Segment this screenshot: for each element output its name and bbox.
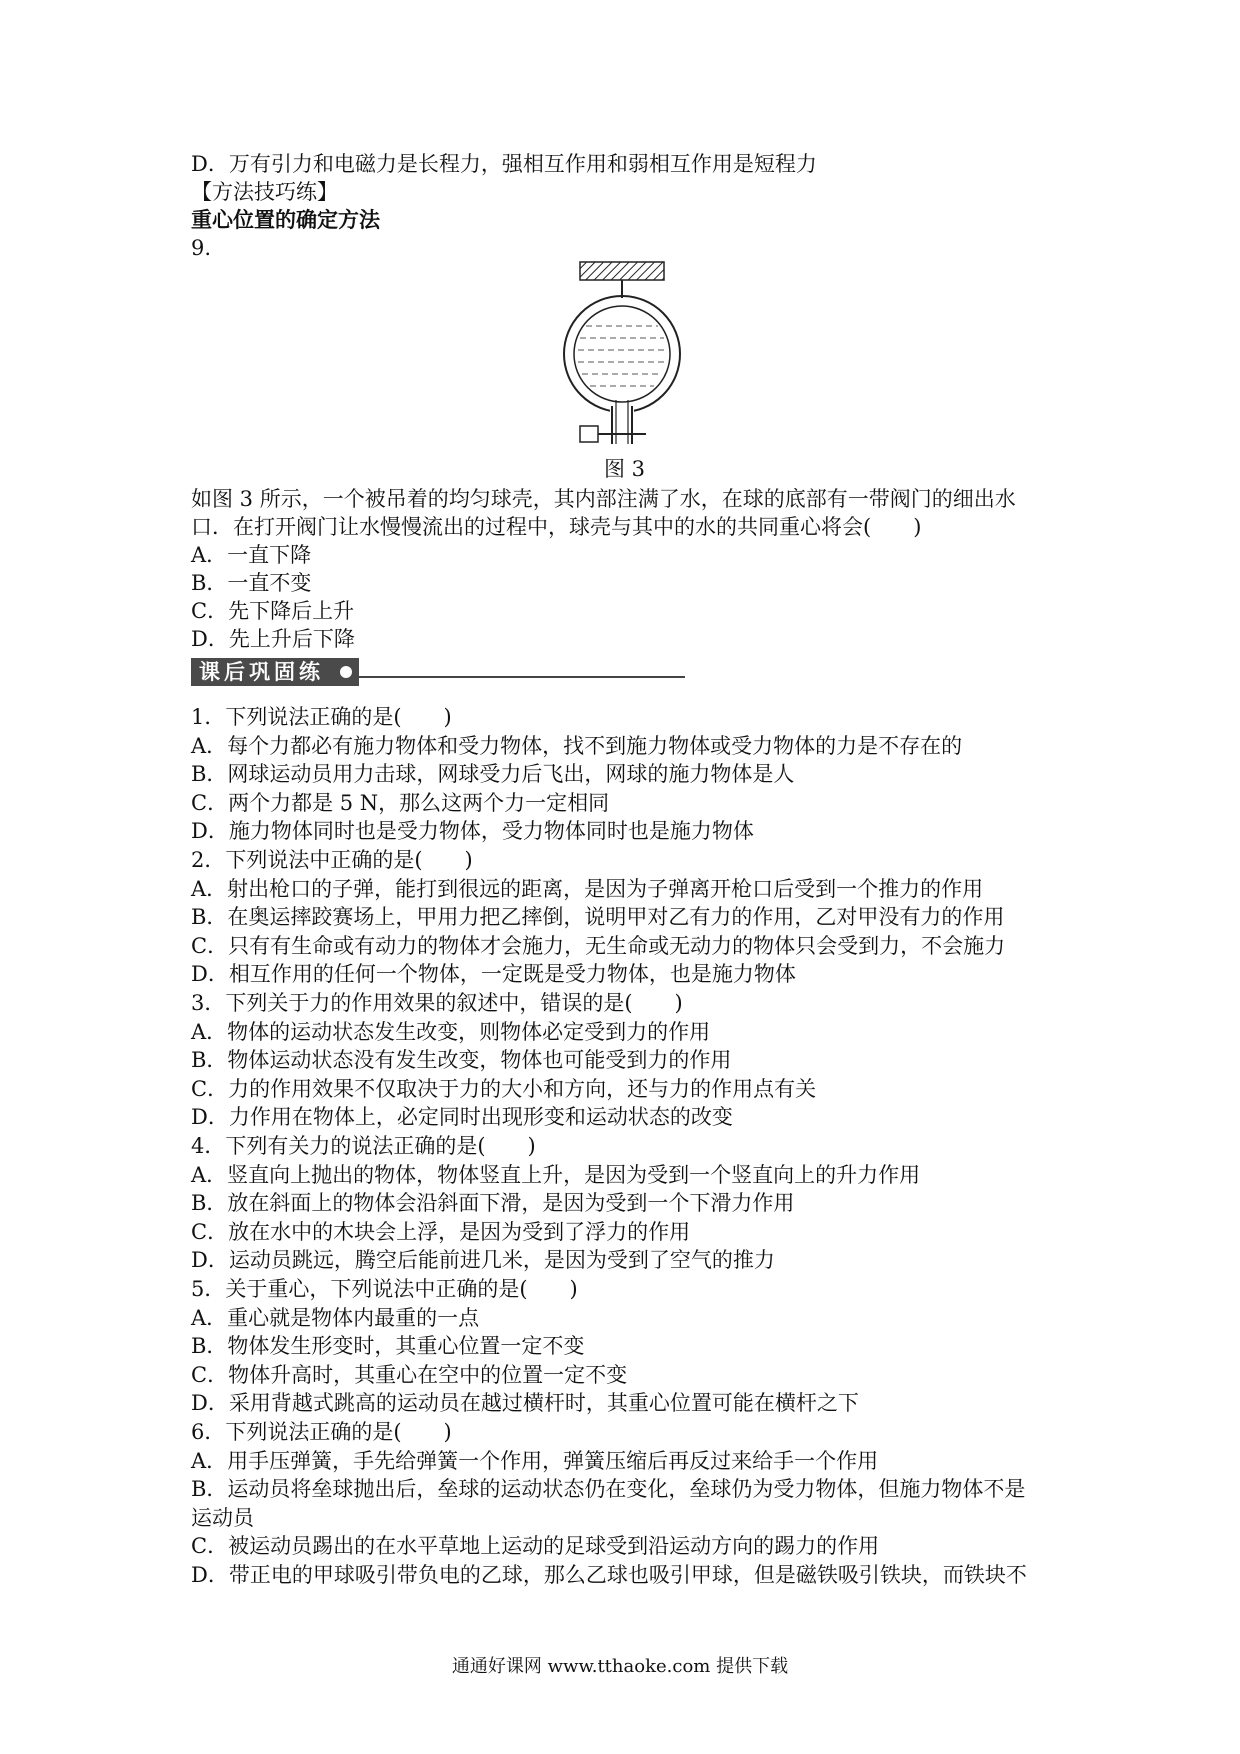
question-line: B．物体发生形变时，其重心位置一定不变 <box>191 1334 585 1359</box>
question-line: 4．下列有关力的说法正确的是( ) <box>191 1134 536 1158</box>
question-line: 1．下列说法正确的是( ) <box>191 705 452 729</box>
question-line: D．采用背越式跳高的运动员在越过横杆时，其重心位置可能在横杆之下 <box>191 1391 859 1416</box>
question-line: A．物体的运动状态发生改变，则物体必定受到力的作用 <box>191 1019 711 1044</box>
footer-text: 通通好课网 www.tthaoke.com 提供下载 <box>451 1656 789 1677</box>
question-line: A．射出枪口的子弹，能打到很远的距离，是因为子弹离开枪口后受到一个推力的作用 <box>191 876 984 901</box>
section-label: 【方法技巧练】 <box>191 180 338 204</box>
question-line: B．运动员将垒球抛出后，垒球的运动状态仍在变化，垒球仍为受力物体，但施力物体不是 <box>191 1477 1026 1502</box>
hanging-sphere-figure <box>556 258 686 458</box>
question-line: 运动员 <box>191 1505 254 1530</box>
banner-dot-icon <box>340 666 352 678</box>
option-c: C．先下降后上升 <box>191 599 355 623</box>
ceiling-support <box>580 262 664 280</box>
question-line: 3．下列关于力的作用效果的叙述中，错误的是( ) <box>191 991 683 1015</box>
option-b: B．一直不变 <box>191 571 312 595</box>
figure-caption: 图 3 <box>604 457 646 481</box>
question-line: B．网球运动员用力击球，网球受力后飞出，网球的施力物体是人 <box>191 762 795 787</box>
question-line: C．放在水中的木块会上浮，是因为受到了浮力的作用 <box>191 1219 691 1244</box>
question-number: 9. <box>191 236 212 260</box>
question-line: A．用手压弹簧，手先给弹簧一个作用，弹簧压缩后再反过来给手一个作用 <box>191 1448 879 1473</box>
question-line: B．放在斜面上的物体会沿斜面下滑，是因为受到一个下滑力作用 <box>191 1191 795 1216</box>
question-stem: 如图 3 所示，一个被吊着的均匀球壳，其内部注满了水，在球的底部有一带阀门的细出水 <box>191 487 1016 511</box>
question-line: B．在奥运摔跤赛场上，甲用力把乙摔倒，说明甲对乙有力的作用，乙对甲没有力的作用 <box>191 905 1005 930</box>
water-lines <box>578 326 666 386</box>
question-line: C．被运动员踢出的在水平草地上运动的足球受到沿运动方向的踢力的作用 <box>191 1534 880 1559</box>
question-line: C．物体升高时，其重心在空中的位置一定不变 <box>191 1362 628 1387</box>
banner-title: 课后巩固练 <box>191 658 359 686</box>
question-line: A．竖直向上抛出的物体，物体竖直上升，是因为受到一个竖直向上的升力作用 <box>191 1162 921 1187</box>
question-line: 5．关于重心，下列说法中正确的是( ) <box>191 1277 578 1301</box>
question-line: A．每个力都必有施力物体和受力物体，找不到施力物体或受力物体的力是不存在的 <box>191 733 963 758</box>
question-stem: 口．在打开阀门让水慢慢流出的过程中，球壳与其中的水的共同重心将会( ) <box>191 515 922 539</box>
sphere-outer <box>564 296 680 412</box>
question-line: D．施力物体同时也是受力物体，受力物体同时也是施力物体 <box>191 819 754 844</box>
option-d: D．先上升后下降 <box>191 627 355 651</box>
section-title: 重心位置的确定方法 <box>191 207 380 232</box>
option-a: A．一直下降 <box>191 543 312 567</box>
banner-rule <box>359 676 685 678</box>
text-line: D．万有引力和电磁力是长程力，强相互作用和弱相互作用是短程力 <box>191 152 817 176</box>
sphere-inner <box>574 306 670 402</box>
section-banner <box>191 658 685 686</box>
question-line: D．力作用在物体上，必定同时出现形变和运动状态的改变 <box>191 1105 733 1130</box>
question-line: B．物体运动状态没有发生改变，物体也可能受到力的作用 <box>191 1048 732 1073</box>
question-line: D．运动员跳远，腾空后能前进几米，是因为受到了空气的推力 <box>191 1248 775 1273</box>
question-line: D．相互作用的任何一个物体，一定既是受力物体，也是施力物体 <box>191 962 796 987</box>
question-line: 6．下列说法正确的是( ) <box>191 1420 452 1444</box>
question-line: 2．下列说法中正确的是( ) <box>191 848 473 872</box>
question-line: D．带正电的甲球吸引带负电的乙球，那么乙球也吸引甲球，但是磁铁吸引铁块，而铁块不 <box>191 1563 1027 1587</box>
question-line: A．重心就是物体内最重的一点 <box>191 1305 480 1330</box>
valve-knob <box>580 426 598 442</box>
question-line: C．两个力都是 5 N，那么这两个力一定相同 <box>191 790 610 815</box>
question-line: C．只有有生命或有动力的物体才会施力，无生命或无动力的物体只会受到力，不会施力 <box>191 933 1006 958</box>
question-line: C．力的作用效果不仅取决于力的大小和方向，还与力的作用点有关 <box>191 1076 817 1101</box>
